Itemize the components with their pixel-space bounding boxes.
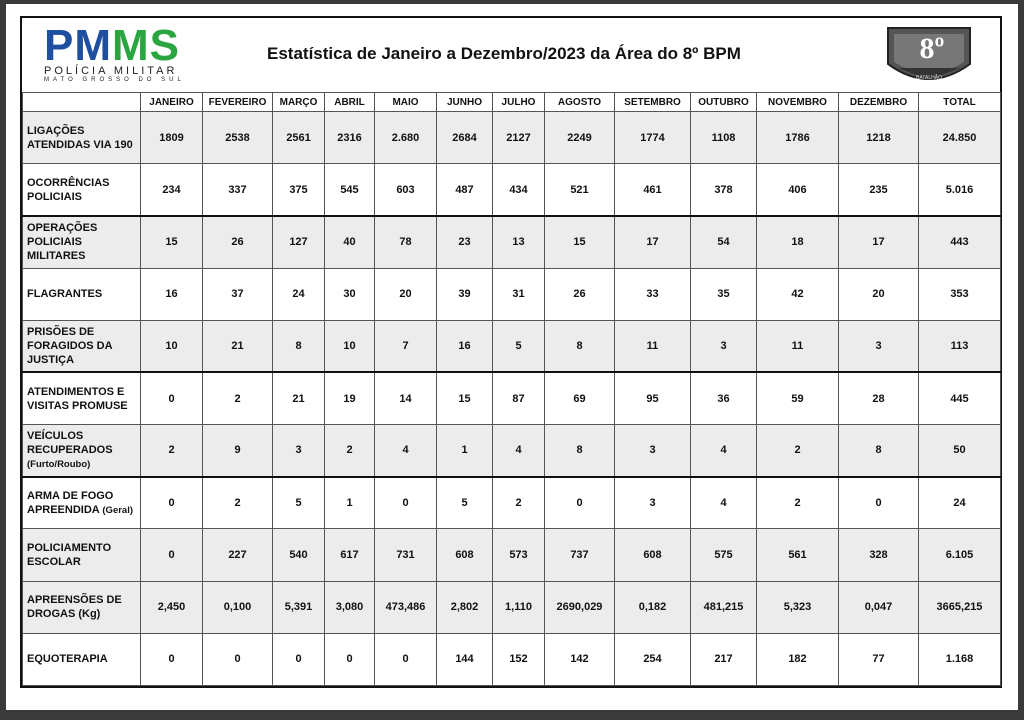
value-cell: 2 — [203, 477, 273, 529]
column-header: FEVEREIRO — [203, 93, 273, 112]
value-cell: 39 — [437, 268, 493, 320]
value-cell: 144 — [437, 633, 493, 685]
value-cell: 21 — [203, 320, 273, 372]
value-cell: 1786 — [757, 112, 839, 164]
total-cell: 3665,215 — [919, 581, 1001, 633]
value-cell: 3,080 — [325, 581, 375, 633]
table-row — [23, 581, 1001, 633]
value-cell: 0 — [141, 529, 203, 581]
value-cell: 17 — [839, 216, 919, 268]
total-cell: 5.016 — [919, 164, 1001, 216]
row-label — [23, 112, 141, 164]
value-cell: 1218 — [839, 112, 919, 164]
row-label-text: ATENDIMENTOS E VISITAS PROMUSE — [27, 385, 128, 412]
value-cell: 481,215 — [691, 581, 757, 633]
value-cell: 1,110 — [493, 581, 545, 633]
value-cell: 545 — [325, 164, 375, 216]
logo-subtitle-state: MATO GROSSO DO SUL — [44, 77, 185, 83]
value-cell: 608 — [437, 529, 493, 581]
badge-caption: BATALHÃO — [916, 75, 942, 81]
value-cell: 13 — [493, 216, 545, 268]
row-label — [23, 477, 141, 529]
value-cell: 42 — [757, 268, 839, 320]
column-header: MAIO — [375, 93, 437, 112]
column-header: ABRIL — [325, 93, 375, 112]
total-cell: 6.105 — [919, 529, 1001, 581]
value-cell: 33 — [615, 268, 691, 320]
table-row — [23, 216, 1001, 268]
value-cell: 573 — [493, 529, 545, 581]
value-cell: 182 — [757, 633, 839, 685]
value-cell: 235 — [839, 164, 919, 216]
value-cell: 30 — [325, 268, 375, 320]
value-cell: 2 — [757, 477, 839, 529]
value-cell: 2 — [141, 425, 203, 477]
value-cell: 2538 — [203, 112, 273, 164]
badge-number: 8º — [919, 32, 945, 65]
value-cell: 16 — [437, 320, 493, 372]
value-cell: 69 — [545, 372, 615, 424]
statistics-document — [20, 16, 1002, 688]
table-row — [23, 425, 1001, 477]
value-cell: 227 — [203, 529, 273, 581]
row-label-text: EQUOTERAPIA — [27, 653, 108, 666]
value-cell: 5 — [437, 477, 493, 529]
row-label — [23, 581, 141, 633]
logo-subtitle: POLÍCIA MILITAR — [44, 65, 178, 77]
column-header: NOVEMBRO — [757, 93, 839, 112]
value-cell: 20 — [839, 268, 919, 320]
value-cell: 5 — [273, 477, 325, 529]
row-label — [23, 164, 141, 216]
value-cell: 0 — [273, 633, 325, 685]
value-cell: 17 — [615, 216, 691, 268]
value-cell: 406 — [757, 164, 839, 216]
value-cell: 8 — [545, 425, 615, 477]
logo-ms: MS — [112, 21, 180, 70]
value-cell: 2690,029 — [545, 581, 615, 633]
document-title: Estatística de Janeiro a Dezembro/2023 da Área do 8º BPM — [267, 44, 741, 63]
value-cell: 217 — [691, 633, 757, 685]
value-cell: 8 — [545, 320, 615, 372]
total-cell: 445 — [919, 372, 1001, 424]
total-cell: 24 — [919, 477, 1001, 529]
column-header: JANEIRO — [141, 93, 203, 112]
column-header: OUTUBRO — [691, 93, 757, 112]
value-cell: 3 — [691, 320, 757, 372]
total-cell: 1.168 — [919, 633, 1001, 685]
total-cell: 443 — [919, 216, 1001, 268]
value-cell: 0 — [203, 633, 273, 685]
value-cell: 26 — [203, 216, 273, 268]
value-cell: 1809 — [141, 112, 203, 164]
value-cell: 2684 — [437, 112, 493, 164]
value-cell: 561 — [757, 529, 839, 581]
value-cell: 487 — [437, 164, 493, 216]
value-cell: 35 — [691, 268, 757, 320]
value-cell: 0 — [375, 477, 437, 529]
value-cell: 3 — [615, 477, 691, 529]
value-cell: 540 — [273, 529, 325, 581]
table-row — [23, 320, 1001, 372]
value-cell: 234 — [141, 164, 203, 216]
value-cell: 521 — [545, 164, 615, 216]
value-cell: 16 — [141, 268, 203, 320]
value-cell: 2,450 — [141, 581, 203, 633]
value-cell: 77 — [839, 633, 919, 685]
value-cell: 434 — [493, 164, 545, 216]
value-cell: 3 — [839, 320, 919, 372]
total-cell: 353 — [919, 268, 1001, 320]
table-row — [23, 477, 1001, 529]
value-cell: 378 — [691, 164, 757, 216]
document-header — [22, 18, 1000, 94]
value-cell: 54 — [691, 216, 757, 268]
value-cell: 15 — [437, 372, 493, 424]
value-cell: 337 — [203, 164, 273, 216]
value-cell: 4 — [691, 477, 757, 529]
row-label-text: VEÍCULOS RECUPERADOS — [27, 429, 113, 456]
value-cell: 2,802 — [437, 581, 493, 633]
value-cell: 20 — [375, 268, 437, 320]
value-cell: 617 — [325, 529, 375, 581]
row-label-text: ARMA DE FOGO APREENDIDA — [27, 489, 114, 516]
value-cell: 21 — [273, 372, 325, 424]
value-cell: 1108 — [691, 112, 757, 164]
value-cell: 3 — [273, 425, 325, 477]
row-label-text: APREENSÕES DE DROGAS (Kg) — [27, 594, 122, 621]
value-cell: 152 — [493, 633, 545, 685]
row-label-qualifier: (Furto/Roubo) — [27, 458, 91, 470]
column-header: TOTAL — [919, 93, 1001, 112]
table-row — [23, 164, 1001, 216]
value-cell: 4 — [691, 425, 757, 477]
value-cell: 9 — [203, 425, 273, 477]
value-cell: 10 — [325, 320, 375, 372]
row-label-text: POLICIAMENTO ESCOLAR — [27, 541, 112, 568]
value-cell: 142 — [545, 633, 615, 685]
row-label-text: OPERAÇÕES POLICIAIS MILITARES — [27, 222, 98, 263]
value-cell: 461 — [615, 164, 691, 216]
value-cell: 8 — [839, 425, 919, 477]
value-cell: 59 — [757, 372, 839, 424]
value-cell: 31 — [493, 268, 545, 320]
total-cell: 24.850 — [919, 112, 1001, 164]
table-row — [23, 372, 1001, 424]
value-cell: 2249 — [545, 112, 615, 164]
value-cell: 4 — [375, 425, 437, 477]
value-cell: 2 — [203, 372, 273, 424]
value-cell: 2316 — [325, 112, 375, 164]
value-cell: 15 — [545, 216, 615, 268]
value-cell: 18 — [757, 216, 839, 268]
table-row — [23, 529, 1001, 581]
value-cell: 2 — [325, 425, 375, 477]
total-cell: 113 — [919, 320, 1001, 372]
value-cell: 24 — [273, 268, 325, 320]
value-cell: 737 — [545, 529, 615, 581]
battalion-badge-icon — [884, 24, 974, 86]
value-cell: 8 — [273, 320, 325, 372]
value-cell: 2.680 — [375, 112, 437, 164]
value-cell: 0,182 — [615, 581, 691, 633]
row-label — [23, 268, 141, 320]
value-cell: 608 — [615, 529, 691, 581]
row-label — [23, 529, 141, 581]
value-cell: 0 — [141, 477, 203, 529]
value-cell: 15 — [141, 216, 203, 268]
value-cell: 37 — [203, 268, 273, 320]
value-cell: 575 — [691, 529, 757, 581]
table-row — [23, 633, 1001, 685]
value-cell: 2 — [757, 425, 839, 477]
value-cell: 375 — [273, 164, 325, 216]
value-cell: 78 — [375, 216, 437, 268]
pmms-logo — [44, 21, 180, 70]
value-cell: 0 — [375, 633, 437, 685]
value-cell: 0 — [325, 633, 375, 685]
value-cell: 40 — [325, 216, 375, 268]
total-cell: 50 — [919, 425, 1001, 477]
row-label-text: FLAGRANTES — [27, 288, 103, 301]
header-corner — [23, 93, 141, 112]
value-cell: 23 — [437, 216, 493, 268]
value-cell: 254 — [615, 633, 691, 685]
table-body — [23, 112, 1001, 686]
value-cell: 0 — [839, 477, 919, 529]
value-cell: 7 — [375, 320, 437, 372]
value-cell: 0 — [141, 633, 203, 685]
value-cell: 19 — [325, 372, 375, 424]
value-cell: 328 — [839, 529, 919, 581]
value-cell: 603 — [375, 164, 437, 216]
table-header-row — [23, 93, 1001, 112]
value-cell: 731 — [375, 529, 437, 581]
value-cell: 14 — [375, 372, 437, 424]
value-cell: 2561 — [273, 112, 325, 164]
value-cell: 1774 — [615, 112, 691, 164]
value-cell: 473,486 — [375, 581, 437, 633]
page-sheet — [6, 4, 1018, 710]
value-cell: 1 — [437, 425, 493, 477]
value-cell: 5 — [493, 320, 545, 372]
value-cell: 127 — [273, 216, 325, 268]
value-cell: 5,323 — [757, 581, 839, 633]
row-label-qualifier: (Geral) — [102, 504, 134, 516]
value-cell: 11 — [615, 320, 691, 372]
row-label — [23, 633, 141, 685]
column-header: JULHO — [493, 93, 545, 112]
row-label — [23, 425, 141, 477]
value-cell: 11 — [757, 320, 839, 372]
value-cell: 0 — [141, 372, 203, 424]
value-cell: 36 — [691, 372, 757, 424]
value-cell: 4 — [493, 425, 545, 477]
value-cell: 2 — [493, 477, 545, 529]
value-cell: 3 — [615, 425, 691, 477]
column-header: DEZEMBRO — [839, 93, 919, 112]
value-cell: 1 — [325, 477, 375, 529]
value-cell: 95 — [615, 372, 691, 424]
column-header: AGOSTO — [545, 93, 615, 112]
row-label — [23, 216, 141, 268]
value-cell: 5,391 — [273, 581, 325, 633]
value-cell: 0,047 — [839, 581, 919, 633]
value-cell: 87 — [493, 372, 545, 424]
row-label-text: OCORRÊNCIAS POLICIAIS — [27, 176, 110, 203]
logo-pm: PM — [44, 21, 112, 70]
value-cell: 0,100 — [203, 581, 273, 633]
value-cell: 10 — [141, 320, 203, 372]
row-label — [23, 372, 141, 424]
table-row — [23, 112, 1001, 164]
value-cell: 28 — [839, 372, 919, 424]
row-label-text: LIGAÇÕES ATENDIDAS VIA 190 — [27, 124, 133, 151]
value-cell: 0 — [545, 477, 615, 529]
value-cell: 2127 — [493, 112, 545, 164]
column-header: JUNHO — [437, 93, 493, 112]
column-header: SETEMBRO — [615, 93, 691, 112]
statistics-table — [22, 92, 1001, 686]
value-cell: 26 — [545, 268, 615, 320]
table-row — [23, 268, 1001, 320]
row-label-text: PRISÕES DE FORAGIDOS DA JUSTIÇA — [27, 326, 113, 367]
row-label — [23, 320, 141, 372]
column-header: MARÇO — [273, 93, 325, 112]
